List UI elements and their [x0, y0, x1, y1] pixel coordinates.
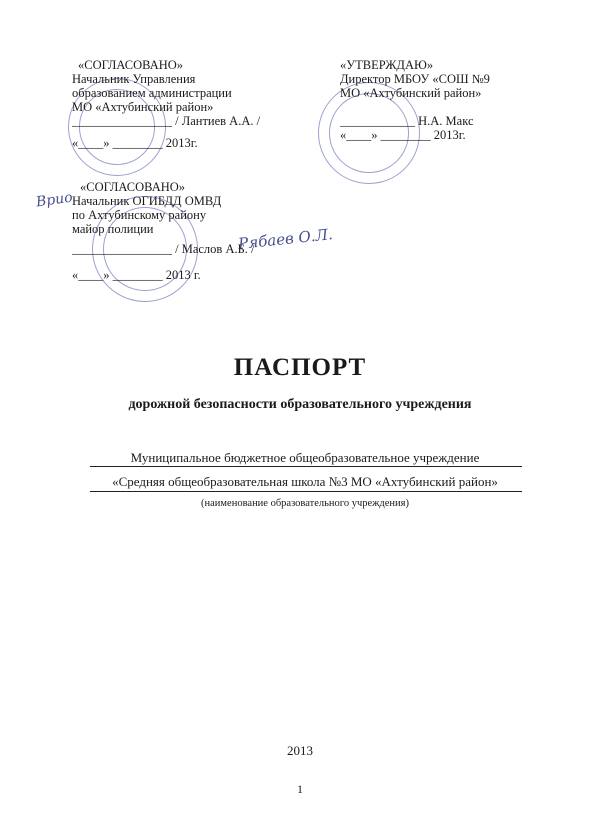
approval-organization: образованием администрации — [72, 86, 232, 100]
approval-block-director — [340, 58, 490, 142]
institution-caption: (наименование образовательного учреждения) — [201, 498, 409, 509]
approval-block-education — [72, 58, 260, 150]
institution-name: «Средняя общеобразовательная школа №3 МО «Ахтубинский район» — [112, 474, 498, 489]
approval-position: Начальник Управления — [72, 72, 196, 86]
divider-line — [90, 491, 522, 492]
approval-signature-line: ____________ Н.А. Макс — [340, 114, 474, 128]
approval-position: Начальник ОГИБДД ОМВД — [72, 194, 222, 208]
divider-line — [90, 466, 522, 467]
document-subtitle: дорожной безопасности образовательного учреждения — [128, 397, 472, 412]
approval-heading: «СОГЛАСОВАНО» — [78, 58, 184, 72]
document-title: ПАСПОРТ — [233, 354, 367, 381]
approval-rank: майор полиции — [72, 222, 154, 236]
page-number: 1 — [297, 782, 303, 796]
handwritten-note: Врио — [35, 189, 74, 211]
approval-municipality: МО «Ахтубинский район» — [340, 86, 482, 100]
approval-date-line: «____» ________ 2013г. — [340, 128, 466, 142]
approval-signature-line: ________________ / Лантиев А.А. / — [72, 114, 261, 128]
approval-district: по Ахтубинскому району — [72, 208, 207, 222]
approval-block-traffic-police — [72, 180, 255, 282]
document-year: 2013 — [287, 743, 313, 758]
approval-date-line: «____» ________ 2013 г. — [72, 268, 201, 282]
approval-heading: «УТВЕРЖДАЮ» — [340, 58, 434, 72]
approval-position: Директор МБОУ «СОШ №9 — [340, 72, 490, 86]
institution-type: Муниципальное бюджетное общеобразовательное учреждение — [130, 450, 480, 465]
handwritten-signature: Рябаев О.Л. — [237, 225, 334, 253]
approval-heading: «СОГЛАСОВАНО» — [80, 180, 186, 194]
approval-signature-line: ________________ / Маслов А.Б. / — [72, 242, 255, 256]
approval-date-line: «____» ________ 2013г. — [72, 136, 198, 150]
approval-municipality: МО «Ахтубинский район» — [72, 100, 214, 114]
